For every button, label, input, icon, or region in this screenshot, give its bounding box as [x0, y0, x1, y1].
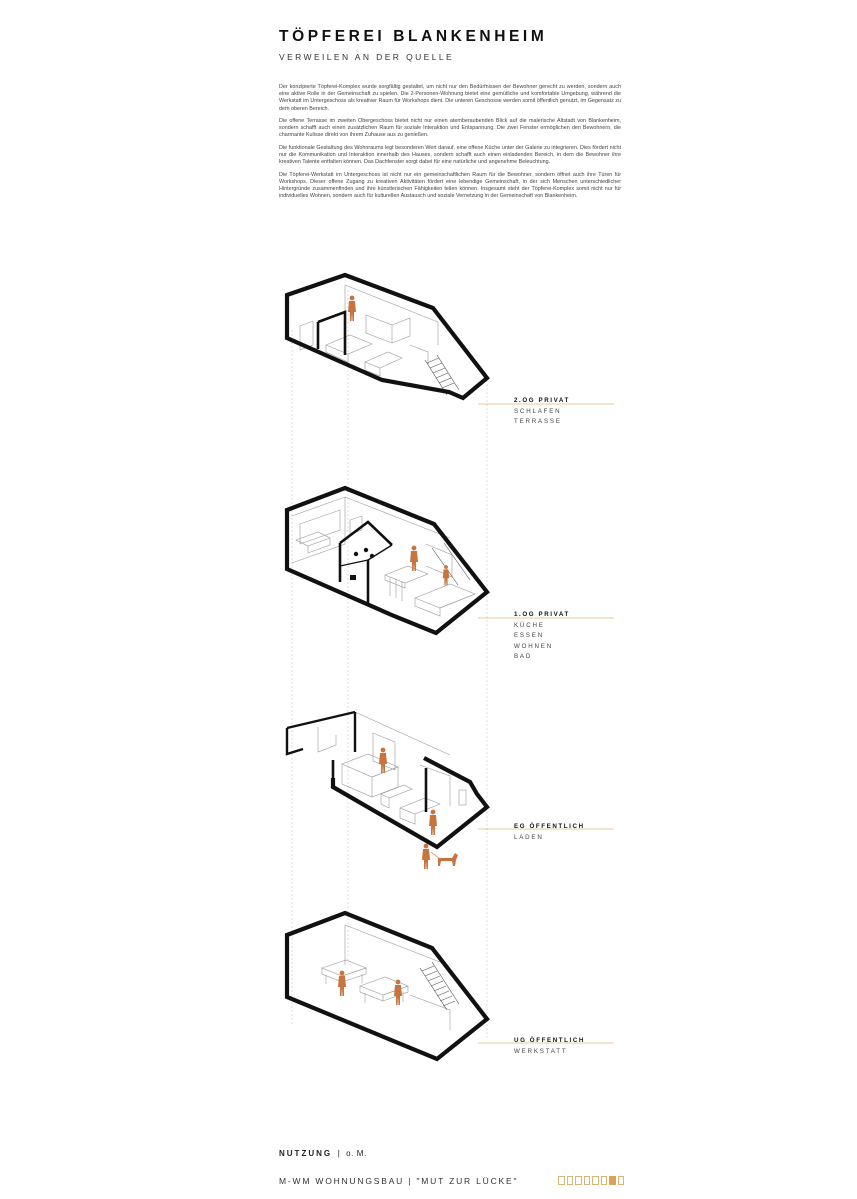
project-title: M-WM WOHNUNGSBAU | "MUT ZUR LÜCKE" [279, 1176, 519, 1186]
page-indicator [558, 1176, 624, 1185]
floor-1og [287, 488, 487, 633]
page-square [558, 1176, 565, 1185]
paragraph: Der konzipierte Töpferei-Komplex wurde sorgfältig gestaltet, um nicht nur den Bedürfnissen der Bewohner gerecht zu werden, sondern auch eine aktive Rolle in der Gemeinschaft zu spielen. Die 2-Personen-Wohnung bietet eine gemütliche und komfortable Umgebung, während die Werkstatt im Untergeschoss als kreativer Raum für Workshops dient. Die unteren Geschosse werden somit öffentlich genutzt, im Gegensatz zu dem oberen Bereich. [279, 84, 621, 112]
floor-label-eg [514, 822, 585, 843]
scale-note: o. M. [346, 1149, 367, 1158]
page-square-active [609, 1176, 616, 1185]
dog-figure [438, 853, 458, 866]
floor-use: BAD [514, 653, 533, 660]
floor-heading: EG ÖFFENTLICH [514, 823, 585, 830]
page-square [618, 1176, 625, 1185]
person-figure [379, 748, 387, 773]
separator: | [337, 1149, 341, 1158]
sheet-caption [279, 1149, 367, 1158]
person-figure [422, 844, 430, 869]
floor-heading: 2.OG PRIVAT [514, 397, 570, 404]
section-title: NUTZUNG [279, 1149, 333, 1158]
floor-ug [287, 913, 487, 1059]
page-square [601, 1176, 608, 1185]
floor-use: KÜCHE [514, 621, 545, 629]
floor-heading: 1.OG PRIVAT [514, 611, 570, 618]
floor-use: ESSEN [514, 632, 544, 639]
floor-use: WERKSTATT [514, 1047, 568, 1055]
leader-lines [478, 404, 614, 1043]
page-subtitle: VERWEILEN AN DER QUELLE [279, 52, 455, 62]
page-square [592, 1176, 599, 1185]
alignment-lines [292, 290, 487, 1040]
floor-heading: UG ÖFFENTLICH [514, 1037, 585, 1044]
person-figure [348, 296, 356, 321]
page-title: TÖPFEREI BLANKENHEIM [279, 28, 548, 45]
floor-label-ug [514, 1036, 585, 1057]
floor-label-2og [514, 396, 570, 428]
floor-eg [287, 712, 487, 847]
page-square [567, 1176, 574, 1185]
floor-label-1og [514, 610, 570, 663]
floor-use: WOHNEN [514, 642, 553, 650]
paragraph: Die offene Terrasse im zweiten Obergeschoss bietet nicht nur einen atemberaubenden Blick auf die malerische Altstadt von Blankenheim, sondern schafft auch einen zusätzlichen Raum für soziale Interaktion und Entspannung. Die zwei Fenster ermöglichen den Bewohnern, die charmante Kulisse direkt von ihrem Zuhause aus zu genießen. [279, 118, 621, 139]
person-figure [338, 971, 346, 996]
person-figure [443, 565, 449, 585]
page-square [575, 1176, 582, 1185]
floor-use: LADEN [514, 833, 544, 841]
page-square [584, 1176, 591, 1185]
person-figure [429, 810, 437, 835]
paragraph: Die funktionale Gestaltung des Wohnraums legt besonderen Wert darauf, eine offene Küche unter der Galerie zu integrieren. Dies fördert nicht nur die Kommunikation und Interaktion innerhalb des Hauses, sondern schafft auch einen einladenden Bereich, in dem die Bewohner ihre kreativen Talente entfalten können. Das Dachfenster sorgt dabei für eine natürliche und angenehme Beleuchtung. [279, 144, 621, 166]
floor-use: SCHLAFEN [514, 407, 562, 415]
paragraph: Die Töpferei-Werkstatt im Untergeschoss ist nicht nur ein gemeinschaftlichen Raum für die Bewohner, sondern öffnet auch ihre Türen für Workshops. Dieser offene Zugang zu kreativen Aktivitäten fördert eine lebendige Gemeinschaft, in der sich Menschen unterschiedlicher Hintergründe zusammenfinden und ihre künstlerischen Fähigkeiten teilen können. Insgesamt steht der Töpferei-Komplex somit nicht nur für individuelles Wohnen, sondern auch für kulturellen Austausch und soziale Vernetzung in der Gemeinschaft von Blankenheim. [279, 171, 621, 200]
floor-use: TERRASSE [514, 418, 562, 425]
floor-2og [287, 275, 487, 398]
